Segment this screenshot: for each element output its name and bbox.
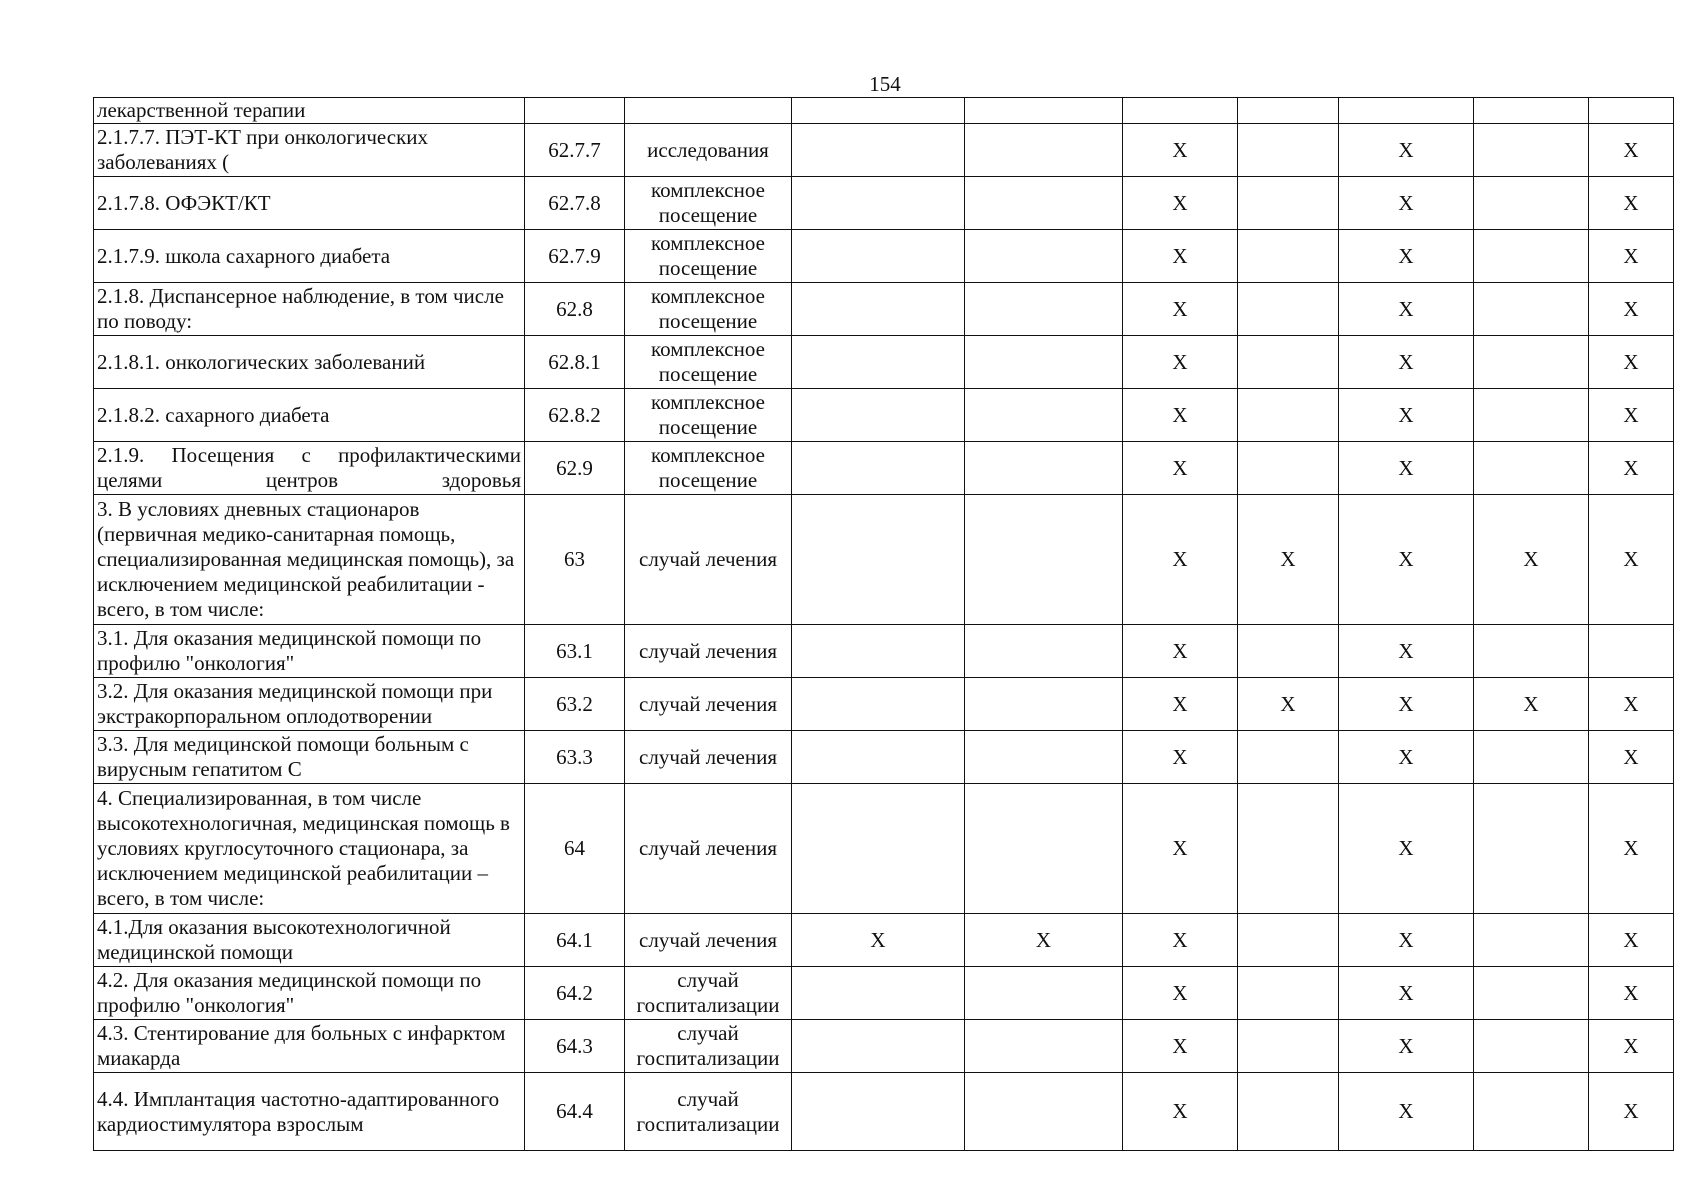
mark-cell: X — [1589, 784, 1674, 914]
mark-cell — [792, 678, 965, 731]
mark-cell — [965, 625, 1123, 678]
mark-cell — [965, 230, 1123, 283]
mark-cell: X — [1123, 124, 1238, 177]
mark-cell — [792, 230, 965, 283]
table-row — [94, 177, 1674, 230]
row-code-cell: 64.2 — [525, 967, 625, 1020]
mark-cell: X — [1123, 967, 1238, 1020]
row-unit-cell: комплексное посещение — [625, 177, 792, 230]
row-unit-cell: комплексное посещение — [625, 442, 792, 495]
row-name-cell: 2.1.7.7. ПЭТ-КТ при онкологических заболеваниях ( — [94, 124, 525, 177]
mark-cell — [1238, 914, 1339, 967]
row-code-cell: 62.8.1 — [525, 336, 625, 389]
row-unit-cell: случай лечения — [625, 731, 792, 784]
mark-cell — [965, 731, 1123, 784]
row-unit-cell: случай лечения — [625, 625, 792, 678]
table-row — [94, 495, 1674, 625]
mark-cell — [965, 495, 1123, 625]
table-row — [94, 336, 1674, 389]
mark-cell — [792, 124, 965, 177]
mark-cell — [1123, 98, 1238, 124]
mark-cell — [1474, 124, 1589, 177]
mark-cell: X — [1589, 678, 1674, 731]
mark-cell: X — [1123, 336, 1238, 389]
mark-cell — [1474, 336, 1589, 389]
row-unit-cell: комплексное посещение — [625, 336, 792, 389]
mark-cell — [792, 177, 965, 230]
row-unit-cell: случай лечения — [625, 914, 792, 967]
mark-cell: X — [1123, 230, 1238, 283]
row-code-cell: 62.9 — [525, 442, 625, 495]
mark-cell — [792, 731, 965, 784]
data-table — [93, 97, 1674, 1151]
mark-cell: X — [1589, 124, 1674, 177]
row-unit-cell: комплексное посещение — [625, 283, 792, 336]
row-code-cell: 62.7.8 — [525, 177, 625, 230]
row-code-cell: 64 — [525, 784, 625, 914]
mark-cell: X — [1339, 731, 1474, 784]
mark-cell: X — [1589, 177, 1674, 230]
row-name-cell: 4.1.Для оказания высокотехнологичной медицинской помощи — [94, 914, 525, 967]
mark-cell — [792, 336, 965, 389]
mark-cell — [792, 442, 965, 495]
mark-cell: X — [1339, 967, 1474, 1020]
row-code-cell: 62.7.7 — [525, 124, 625, 177]
table-row — [94, 784, 1674, 914]
mark-cell — [1238, 967, 1339, 1020]
mark-cell: X — [1123, 678, 1238, 731]
mark-cell — [792, 784, 965, 914]
mark-cell — [1238, 625, 1339, 678]
mark-cell — [965, 124, 1123, 177]
row-name-cell: 4. Специализированная, в том числе высокотехнологичная, медицинская помощь в условиях круглосуточного стационара, за исключением медицинской реабилитации – всего, в том числе: — [94, 784, 525, 914]
mark-cell: X — [1339, 914, 1474, 967]
table-row — [94, 389, 1674, 442]
row-name-cell: 2.1.9. Посещения с профилактическими целями центров здоровья — [94, 442, 525, 495]
mark-cell — [1474, 784, 1589, 914]
mark-cell — [965, 177, 1123, 230]
mark-cell: X — [1238, 495, 1339, 625]
mark-cell: X — [965, 914, 1123, 967]
mark-cell: X — [1339, 1020, 1474, 1073]
mark-cell — [1238, 784, 1339, 914]
mark-cell: X — [1123, 625, 1238, 678]
table-row — [94, 283, 1674, 336]
row-name-cell: 2.1.7.8. ОФЭКТ/КТ — [94, 177, 525, 230]
row-code-cell: 63.1 — [525, 625, 625, 678]
mark-cell: X — [1589, 731, 1674, 784]
table-row — [94, 678, 1674, 731]
mark-cell: X — [1589, 389, 1674, 442]
mark-cell — [1474, 967, 1589, 1020]
mark-cell — [792, 98, 965, 124]
row-name-cell: лекарственной терапии — [94, 98, 525, 124]
mark-cell — [792, 1020, 965, 1073]
table-row — [94, 914, 1674, 967]
mark-cell — [1238, 731, 1339, 784]
mark-cell — [1474, 98, 1589, 124]
mark-cell: X — [1589, 495, 1674, 625]
row-unit-cell: случай лечения — [625, 495, 792, 625]
mark-cell — [1238, 1020, 1339, 1073]
mark-cell: X — [1339, 336, 1474, 389]
row-unit-cell: случай лечения — [625, 784, 792, 914]
row-code-cell: 64.3 — [525, 1020, 625, 1073]
mark-cell — [1339, 98, 1474, 124]
row-unit-cell — [625, 98, 792, 124]
mark-cell: X — [1123, 283, 1238, 336]
row-unit-cell: случай госпитализации — [625, 1073, 792, 1151]
table-row — [94, 731, 1674, 784]
row-code-cell: 62.7.9 — [525, 230, 625, 283]
mark-cell — [1474, 625, 1589, 678]
mark-cell: X — [1339, 124, 1474, 177]
row-name-cell: 3.3. Для медицинской помощи больным с вирусным гепатитом С — [94, 731, 525, 784]
table-row — [94, 98, 1674, 124]
mark-cell — [1474, 731, 1589, 784]
mark-cell: X — [1123, 177, 1238, 230]
mark-cell: X — [1339, 177, 1474, 230]
mark-cell — [1589, 98, 1674, 124]
mark-cell: X — [792, 914, 965, 967]
mark-cell — [792, 625, 965, 678]
mark-cell: X — [1238, 678, 1339, 731]
mark-cell: X — [1589, 967, 1674, 1020]
mark-cell — [1238, 336, 1339, 389]
mark-cell — [1474, 283, 1589, 336]
row-code-cell: 63.2 — [525, 678, 625, 731]
mark-cell — [965, 98, 1123, 124]
mark-cell — [965, 784, 1123, 914]
table-row — [94, 1073, 1674, 1151]
mark-cell: X — [1339, 495, 1474, 625]
table-row — [94, 967, 1674, 1020]
mark-cell: X — [1339, 389, 1474, 442]
row-name-cell: 3.1. Для оказания медицинской помощи по профилю "онкология" — [94, 625, 525, 678]
mark-cell — [792, 967, 965, 1020]
mark-cell — [965, 1073, 1123, 1151]
mark-cell — [1238, 1073, 1339, 1151]
row-name-cell: 3.2. Для оказания медицинской помощи при экстракорпоральном оплодотворении — [94, 678, 525, 731]
mark-cell — [965, 1020, 1123, 1073]
page-number: 154 — [869, 72, 901, 96]
mark-cell — [1474, 389, 1589, 442]
row-unit-cell: комплексное посещение — [625, 230, 792, 283]
mark-cell: X — [1339, 784, 1474, 914]
row-code-cell: 63.3 — [525, 731, 625, 784]
mark-cell: X — [1123, 784, 1238, 914]
mark-cell: X — [1589, 442, 1674, 495]
mark-cell — [1238, 177, 1339, 230]
mark-cell — [1474, 442, 1589, 495]
table-row — [94, 124, 1674, 177]
row-name-cell: 3. В условиях дневных стационаров (первичная медико-санитарная помощь, специализированная медицинская помощь), за исключением медицинской реабилитации - всего, в том числе: — [94, 495, 525, 625]
mark-cell — [1474, 914, 1589, 967]
mark-cell: X — [1589, 1020, 1674, 1073]
row-unit-cell: комплексное посещение — [625, 389, 792, 442]
mark-cell — [1238, 442, 1339, 495]
mark-cell: X — [1339, 625, 1474, 678]
mark-cell — [965, 678, 1123, 731]
mark-cell: X — [1589, 914, 1674, 967]
mark-cell — [1589, 625, 1674, 678]
table-row — [94, 625, 1674, 678]
mark-cell: X — [1339, 678, 1474, 731]
mark-cell — [1474, 1073, 1589, 1151]
row-code-cell: 64.1 — [525, 914, 625, 967]
row-name-cell: 2.1.8. Диспансерное наблюдение, в том числе по поводу: — [94, 283, 525, 336]
mark-cell — [965, 442, 1123, 495]
row-name-cell: 4.4. Имплантация частотно-адаптированного кардиостимулятора взрослым — [94, 1073, 525, 1151]
row-unit-cell: случай госпитализации — [625, 967, 792, 1020]
mark-cell: X — [1589, 283, 1674, 336]
row-code-cell: 62.8.2 — [525, 389, 625, 442]
mark-cell: X — [1589, 1073, 1674, 1151]
row-unit-cell: случай госпитализации — [625, 1020, 792, 1073]
row-name-cell: 2.1.8.2. сахарного диабета — [94, 389, 525, 442]
mark-cell — [1238, 283, 1339, 336]
mark-cell — [792, 283, 965, 336]
mark-cell: X — [1123, 442, 1238, 495]
row-unit-cell: исследования — [625, 124, 792, 177]
row-unit-cell: случай лечения — [625, 678, 792, 731]
mark-cell — [1238, 389, 1339, 442]
mark-cell — [792, 495, 965, 625]
mark-cell: X — [1339, 230, 1474, 283]
row-code-cell — [525, 98, 625, 124]
mark-cell: X — [1589, 336, 1674, 389]
mark-cell: X — [1123, 731, 1238, 784]
mark-cell: X — [1123, 1073, 1238, 1151]
mark-cell — [792, 1073, 965, 1151]
table-row — [94, 442, 1674, 495]
mark-cell: X — [1474, 678, 1589, 731]
mark-cell — [1474, 177, 1589, 230]
row-code-cell: 63 — [525, 495, 625, 625]
mark-cell: X — [1123, 1020, 1238, 1073]
mark-cell: X — [1123, 389, 1238, 442]
mark-cell — [1474, 230, 1589, 283]
row-name-cell: 4.2. Для оказания медицинской помощи по профилю "онкология" — [94, 967, 525, 1020]
mark-cell: X — [1123, 495, 1238, 625]
mark-cell: X — [1339, 283, 1474, 336]
row-name-cell: 4.3. Стентирование для больных с инфарктом миакарда — [94, 1020, 525, 1073]
row-code-cell: 64.4 — [525, 1073, 625, 1151]
mark-cell — [965, 336, 1123, 389]
mark-cell — [965, 283, 1123, 336]
mark-cell: X — [1589, 230, 1674, 283]
mark-cell: X — [1474, 495, 1589, 625]
table-row — [94, 230, 1674, 283]
mark-cell — [1238, 230, 1339, 283]
mark-cell: X — [1123, 914, 1238, 967]
row-name-cell: 2.1.8.1. онкологических заболеваний — [94, 336, 525, 389]
table-row — [94, 1020, 1674, 1073]
row-code-cell: 62.8 — [525, 283, 625, 336]
mark-cell: X — [1339, 442, 1474, 495]
mark-cell — [965, 389, 1123, 442]
mark-cell — [965, 967, 1123, 1020]
mark-cell — [1238, 124, 1339, 177]
mark-cell: X — [1339, 1073, 1474, 1151]
mark-cell — [1474, 1020, 1589, 1073]
mark-cell — [792, 389, 965, 442]
mark-cell — [1238, 98, 1339, 124]
row-name-cell: 2.1.7.9. школа сахарного диабета — [94, 230, 525, 283]
